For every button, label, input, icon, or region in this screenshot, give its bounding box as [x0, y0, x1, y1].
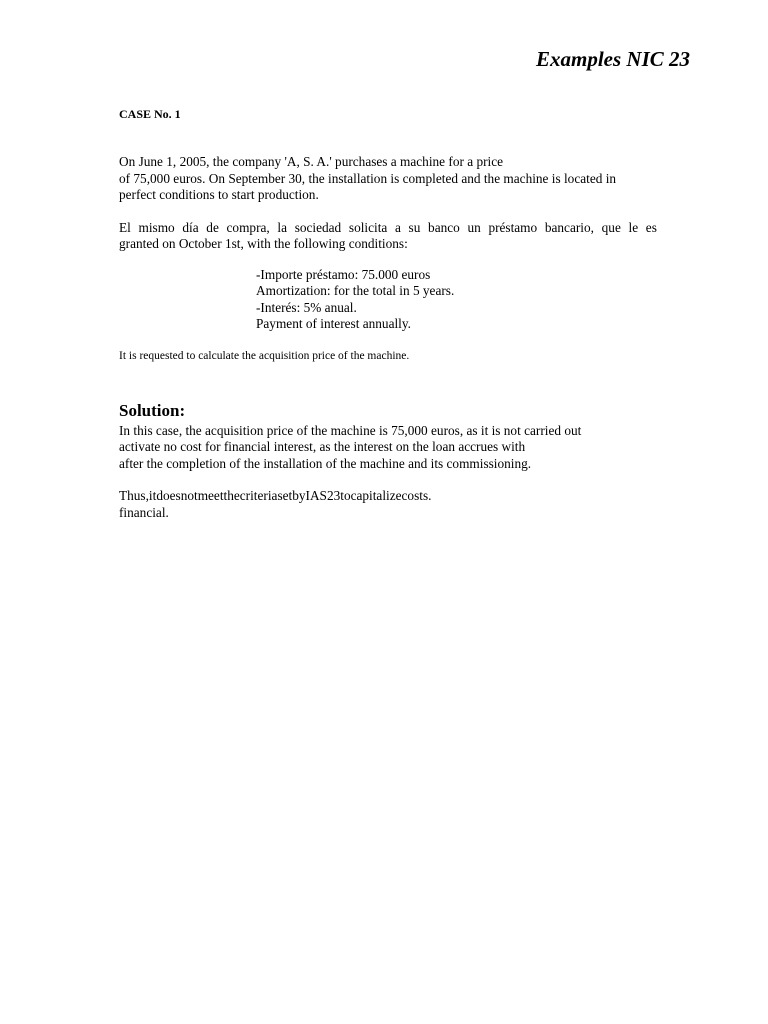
- conclusion-word: IAS: [305, 488, 327, 503]
- conclusion-word: it: [148, 488, 157, 503]
- document-content: [119, 106, 657, 521]
- loan-word: préstamo: [488, 219, 538, 235]
- request-statement: It is requested to calculate the acquisition price of the machine.: [119, 349, 410, 362]
- conclusion-word: not: [180, 488, 198, 503]
- loan-paragraph: [119, 220, 657, 253]
- loan-word: bancario,: [544, 219, 594, 235]
- loan-word: le: [628, 219, 639, 235]
- solution-heading: Solution:: [119, 400, 186, 420]
- conclusion-word: criteria: [239, 488, 278, 503]
- loan-word: un: [467, 219, 481, 235]
- loan-word: a: [394, 219, 401, 235]
- solution-line: activate no cost for financial interest, as the interest on the loan accrues with: [119, 439, 526, 454]
- document-header-title: Examples NIC 23: [535, 47, 690, 71]
- loan-conditions-list: [256, 267, 657, 333]
- conclusion-word: the: [223, 488, 240, 503]
- loan-word: sociedad: [294, 219, 342, 235]
- loan-word: que: [601, 219, 621, 235]
- loan-word: su: [408, 219, 421, 235]
- solution-line: In this case, the acquisition price of the machine is 75,000 euros, as it is not carried out: [119, 422, 582, 438]
- loan-word: solicita: [348, 219, 388, 235]
- solution-paragraph: [119, 423, 657, 473]
- conclusion-line: financial.: [119, 504, 169, 520]
- conclusion-word: set: [277, 488, 293, 503]
- case-intro-line: perfect conditions to start production.: [119, 187, 319, 202]
- loan-word: banco: [428, 219, 460, 235]
- loan-word: El: [119, 219, 131, 235]
- loan-word: de: [206, 219, 219, 235]
- solution-line: after the completion of the installation of the machine and its commissioning.: [119, 455, 532, 471]
- loan-word: día: [182, 219, 199, 235]
- conclusion-word: meet: [197, 488, 224, 503]
- loan-condition-item: -Interés: 5% anual.: [256, 299, 357, 315]
- case-title: CASE No. 1: [119, 107, 181, 121]
- loan-word: mismo: [138, 219, 175, 235]
- conclusion-word: costs.: [401, 488, 432, 503]
- loan-word: compra,: [226, 219, 270, 235]
- conclusion-word: does: [156, 488, 181, 503]
- case-intro-line: of 75,000 euros. On September 30, the installation is completed and the machine is located in: [119, 170, 617, 186]
- loan-condition-item: -Importe préstamo: 75.000 euros: [256, 266, 431, 282]
- loan-condition-item: Payment of interest annually.: [256, 316, 411, 331]
- conclusion-paragraph: [119, 488, 657, 521]
- conclusion-word: by: [292, 488, 306, 503]
- loan-condition-item: Amortization: for the total in 5 years.: [256, 283, 455, 298]
- conclusion-word: capitalize: [350, 488, 402, 503]
- conclusion-line: [119, 488, 542, 505]
- loan-word: es: [645, 219, 657, 235]
- loan-line: granted on October 1st, with the following conditions:: [119, 236, 408, 251]
- conclusion-word: 23: [326, 488, 341, 503]
- case-intro-paragraph: [119, 154, 657, 204]
- case-intro-line: On June 1, 2005, the company 'A, S. A.' purchases a machine for a price: [119, 154, 504, 169]
- loan-line: [119, 220, 657, 237]
- conclusion-word: Thus,: [119, 488, 149, 503]
- conclusion-word: to: [340, 488, 351, 503]
- loan-word: la: [277, 219, 288, 235]
